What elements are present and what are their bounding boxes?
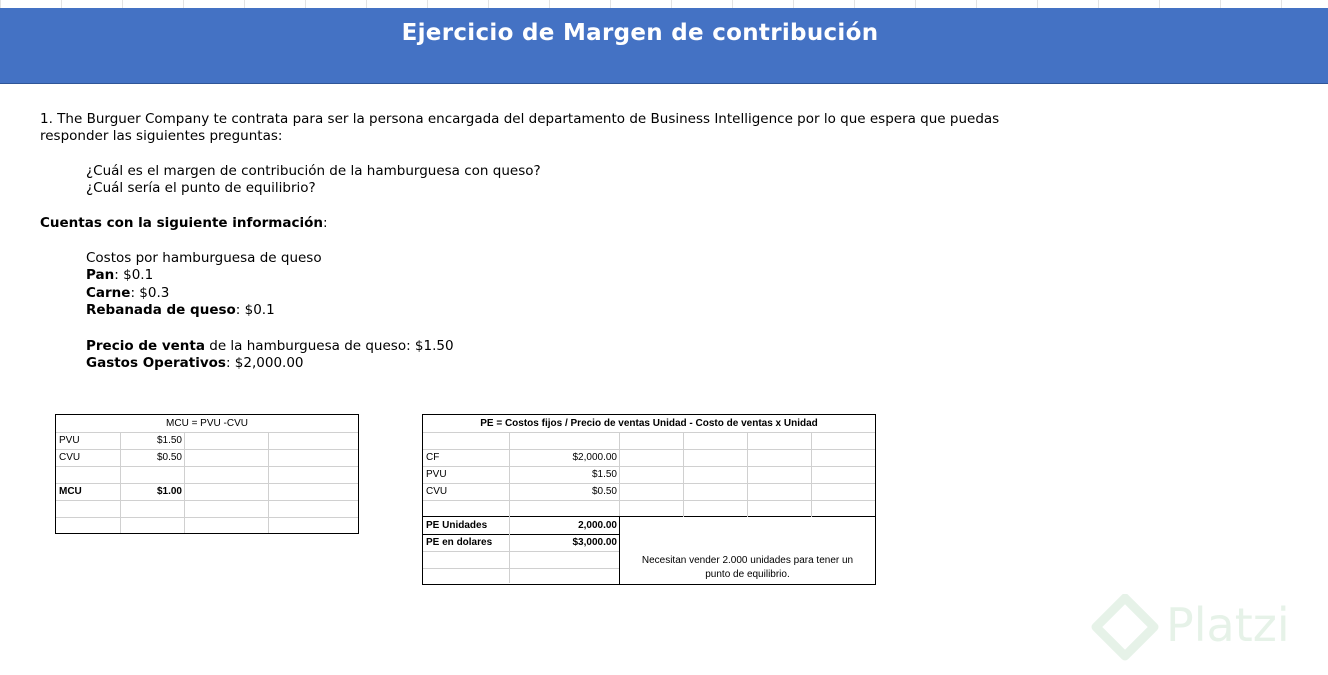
cost-queso-label: Rebanada de queso	[86, 302, 236, 318]
cost-carne-label: Carne	[86, 285, 131, 301]
info-heading-colon: :	[323, 215, 328, 231]
mcu-table-header: MCU = PVU -CVU	[166, 418, 248, 429]
platzi-wordmark: Platzi	[1166, 598, 1290, 652]
pe-units-label: PE Unidades	[426, 520, 488, 531]
pe-row-label: CVU	[426, 486, 448, 497]
cost-queso-value: : $0.1	[235, 302, 275, 318]
pe-table	[422, 414, 876, 585]
platzi-logo-icon	[1090, 594, 1160, 664]
precio-venta	[86, 338, 454, 355]
question-1: ¿Cuál es el margen de contribución de la hamburguesa con queso?	[86, 163, 541, 179]
info-heading-bold: Cuentas con la siguiente información	[40, 215, 323, 231]
mcu-row-label: PVU	[59, 435, 80, 446]
pe-row-value: $2,000.00	[572, 452, 617, 463]
cost-carne	[86, 285, 169, 302]
pe-row-label: CF	[426, 452, 440, 463]
mcu-table	[55, 414, 359, 534]
pe-dollars-value: $3,000.00	[572, 537, 617, 548]
title-banner	[0, 8, 1328, 84]
pe-dollars-label: PE en dolares	[426, 537, 493, 548]
mcu-result-label: MCU	[59, 486, 82, 497]
platzi-watermark	[1090, 594, 1320, 664]
question-2: ¿Cuál sería el punto de equilibrio?	[86, 180, 316, 196]
pe-row-value: $0.50	[591, 486, 617, 497]
pe-table-header: PE = Costos fijos / Precio de ventas Unidad - Costo de ventas x Unidad	[480, 418, 818, 429]
mcu-row-value: $1.50	[156, 435, 182, 446]
precio-venta-value: de la hamburguesa de queso: $1.50	[204, 338, 454, 354]
info-heading	[40, 215, 328, 232]
page-title: Ejercicio de Margen de contribución	[401, 20, 879, 46]
cost-carne-value: : $0.3	[130, 285, 170, 301]
cost-queso	[86, 302, 275, 319]
pe-row-value: $1.50	[591, 469, 617, 480]
precio-venta-label: Precio de venta	[86, 338, 205, 354]
cost-pan-value: : $0.1	[114, 267, 154, 283]
cost-pan-label: Pan	[86, 267, 115, 283]
intro-line-1: 1. The Burguer Company te contrata para ser la persona encargada del departamento de Business Intelligence por lo que espera que puedas	[40, 111, 1000, 127]
pe-note-line-1: Necesitan vender 2.000 unidades para tener un	[641, 555, 854, 566]
cost-pan	[86, 267, 153, 284]
gastos-operativos-label: Gastos Operativos	[86, 355, 226, 371]
mcu-row-label: CVU	[59, 452, 81, 463]
pe-note-line-2: punto de equilibrio.	[705, 569, 790, 580]
costs-title: Costos por hamburguesa de queso	[86, 250, 322, 266]
mcu-result-value: $1.00	[156, 486, 182, 497]
mcu-row-value: $0.50	[156, 452, 182, 463]
sheet-gridlines	[0, 0, 1328, 8]
pe-units-value: 2,000.00	[578, 520, 617, 531]
gastos-operativos-value: : $2,000.00	[225, 355, 304, 371]
intro-line-2: responder las siguientes preguntas:	[40, 128, 283, 144]
gastos-operativos	[86, 355, 304, 372]
pe-row-label: PVU	[426, 469, 447, 480]
